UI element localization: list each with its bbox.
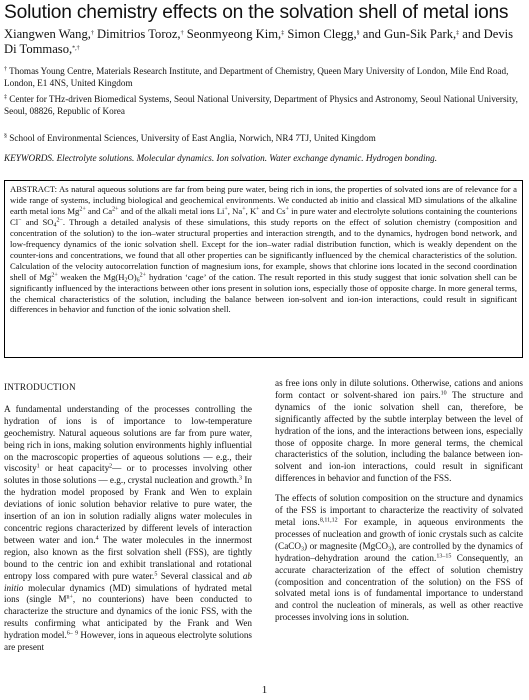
author-name: Xiangwen Wang,	[4, 27, 91, 41]
author-mark: §	[356, 30, 360, 37]
body-text: The effects of solution composition on the structure and dynamics of the FSS is important to characterize the reactivity of solvated metal ions.	[275, 493, 523, 527]
body-text: as free ions only in dilute solutions. Otherwise, cations and anions form contact or solvent-shared ion pairs.	[275, 378, 523, 400]
author-mark: *,†	[72, 45, 80, 52]
subscript: 3	[301, 546, 305, 553]
author-mark: ‡	[456, 30, 460, 37]
author-mark: †	[180, 30, 184, 37]
affiliation-text: Center for THz-driven Biomedical Systems, Seoul National University, Department of Physics and Astronomy, Seoul National University, Seoul, 08826, Republic of Korea	[4, 94, 518, 116]
citation: 8,11,12	[319, 517, 338, 524]
citation: 2	[109, 463, 113, 470]
italic-term: ab initio	[4, 570, 252, 593]
affiliation-text: Thomas Young Centre, Materials Research Institute, and Department of Chemistry, Queen Mary University of London, Mile End Road, London, E1 4NS, United Kingdom	[4, 66, 509, 88]
abstract-sup: 2+	[51, 272, 58, 279]
citation: 9	[75, 630, 79, 637]
body-text: Consequently, an accurate characterization of the effect of solution chemistry (composition and concentration of the solution) on the FSS of solvated metal ions is of fundamental importance to understand and control the nucleation of minerals, as well as other reactive processes involving ions in solution.	[275, 552, 523, 623]
author-name: Seonmyeong Kim,	[183, 27, 282, 41]
affiliation	[4, 94, 520, 117]
abstract-sub: 2	[124, 277, 128, 284]
superscript: n+	[66, 594, 73, 601]
author-name: and Devis Di Tommaso,	[4, 27, 514, 56]
author-name: Simon Clegg,	[284, 27, 357, 41]
abstract-text: , Na	[227, 205, 243, 216]
body-text: However, ions in aqueous electrolyte solutions are present	[4, 630, 253, 653]
citation: 1	[36, 463, 40, 470]
body-text: A fundamental understanding of the processes controlling the hydration of ions is of importance to low-temperature geochemistry. Natural aqueous solutions are far from pure water, being rich in ions, making solution environments highly influential on the macroscopic properties of aqueous solutions — e.g., their viscosity	[4, 403, 252, 474]
citation: 3	[239, 475, 243, 482]
right-column	[275, 378, 523, 624]
body-text: molecular dynamics (MD) simulations of hydrated metal ions (single M	[4, 582, 252, 605]
abstract-text: in pure water and electrolyte solutions containing the counterions Cl	[10, 205, 517, 227]
abstract-sup: 2−	[56, 217, 63, 224]
keywords: KEYWORDS. Electrolyte solutions. Molecular dynamics. Ion solvation. Water exchange dynamic. Hydrogen bonding.	[4, 153, 438, 163]
abstract-box	[4, 180, 523, 358]
abstract-text: , K	[245, 205, 257, 216]
author-name: and Gun-Sik Park,	[359, 27, 457, 41]
body-text: — or to processes involving other solutes in those solutions — e.g., crystal nucleation and growth.	[4, 463, 253, 486]
body-text: The structure and dynamics of the ionic solvation shell can, therefore, be significantly affected by the subtle interplay between the level of hydration of the ions, and the interactions between ions, especially those of opposite charge. In more general terms, the chemical characteristics of the solution, including the balance between ion-solvent and ion-ion interactions, could result in significant differences in behavior and function of the FSS.	[275, 389, 523, 484]
abstract-sub: 4	[53, 222, 57, 229]
affiliation-mark: †	[4, 66, 7, 73]
body-text: In the hydration model proposed by Frank and Wen to explain deviations of ionic solution behavior relative to pure water, the insertion of an ion in solution radially aligns water molecules in concentric regions characterized by different levels of interaction between water and ion.	[4, 475, 253, 545]
affiliation-mark: §	[4, 133, 7, 140]
abstract-text: As natural aqueous solutions are far from being pure water, being rich in ions, the properties of solvated ions are of relevance for a wide range of systems, including biological and geochemical environments. We conducted ab initio and classical MD simulations of the alkaline earth metal ions Mg	[10, 184, 517, 216]
affiliation-text: School of Environmental Sciences, University of East Anglia, Norwich, NR4 7TJ, United Kingdom	[7, 133, 376, 143]
abstract-sup: +	[224, 206, 228, 213]
abstract-sup: 2+	[139, 272, 147, 279]
body-text: ) or magnesite (MgCO	[304, 540, 389, 551]
body-text: ), are controlled by the dynamics of hydration–dehydration around the cation.	[275, 540, 523, 563]
abstract-text: O)	[127, 271, 137, 282]
abstract-text: and Cs	[259, 205, 286, 216]
abstract-sup: −	[18, 217, 22, 224]
abstract-text: weaken the Mg(H	[57, 271, 125, 282]
paragraph	[275, 378, 523, 485]
citation: 4	[95, 535, 99, 542]
section-heading: INTRODUCTION	[4, 382, 76, 392]
affiliation	[4, 66, 520, 89]
paper-title: Solution chemistry effects on the solvation shell of metal ions	[4, 2, 509, 23]
abstract-sup: 2+	[79, 206, 86, 213]
paragraph	[275, 493, 523, 624]
abstract-text: and Ca	[85, 205, 113, 216]
affiliation	[4, 133, 520, 145]
abstract-sup: +	[285, 206, 289, 213]
abstract-text: hydration ‘cage’ of the cation. The result reported in this study suggest that ionic solvation shell can be significantly influenced by the interactions between other ions present in solution ions, especially those of opposite charge. In more general terms, the chemical characteristics of the solution, including the balance between ion-solvent and ion-ion interactions, could result in significant differences in behavior and function of the ionic solvation shell.	[10, 271, 517, 315]
subscript: 3	[388, 546, 392, 553]
citation: 5	[154, 571, 158, 578]
author-name: Dimitrios Toroz,	[93, 27, 181, 41]
author-mark: ‡	[281, 30, 285, 37]
left-column	[4, 382, 252, 654]
abstract-label: ABSTRACT:	[10, 184, 58, 194]
citation: 13–15	[436, 553, 452, 560]
body-text: , no counterions) have been conducted to characterize the structure and dynamics of the ionic FSS, with the results confirming what anticipated by the Frank and Wen hydration model.	[4, 594, 252, 641]
abstract-sup: +	[242, 206, 246, 213]
citation: 10	[440, 390, 447, 397]
body-text: Several classical and	[157, 570, 243, 581]
affiliation-mark: ‡	[4, 94, 7, 101]
author-mark: †	[90, 30, 94, 37]
abstract-sup: +	[256, 206, 260, 213]
abstract-text: and of the alkali metal ions Li	[118, 205, 225, 216]
paragraph	[4, 404, 252, 654]
body-text: or heat capacity	[39, 463, 110, 474]
abstract-sub: 6	[136, 277, 140, 284]
abstract-text: and SO	[21, 216, 54, 227]
abstract-sup: 2+	[112, 206, 119, 213]
author-list	[4, 27, 520, 57]
body-text: For example, in aqueous environments the processes of nucleation and growth of ionic crystals such as calcite (CaCO	[275, 516, 523, 551]
citation: 6–	[66, 630, 73, 637]
abstract-text: . Through a detailed analysis of these simulations, this study reports on the effect of solution chemistry (composition and concentration of the solution) to the ion–water structural properties and interaction strength, and to the dynamics, hydrogen bond network, and low-frequency dynamics of the ionic solvation shell. Except for the ion–water radial distribution function, which is weakly dependent on the counter-ions and concentrations, we found that all other properties can be significantly influenced by the chemical characteristics of the solution. Calculation of the velocity autocorrelation function of magnesium ions, for example, shows that chlorine ions located in the second coordination shell of Mg	[10, 216, 517, 282]
page-number: 1	[261, 684, 268, 696]
body-text: The water molecules in the innermost region, also known as the first solvation shell (FSS), are tightly bound to the centric ion and exhibit translational and rotational entropy loss compared with pure water.	[4, 534, 252, 581]
